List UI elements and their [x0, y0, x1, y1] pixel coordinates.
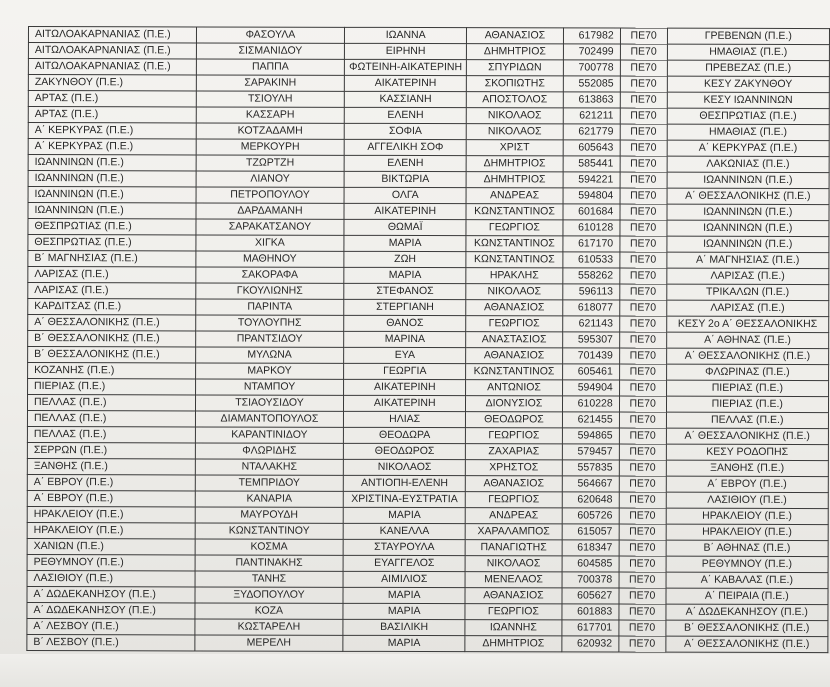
surname-cell: ΜΕΡΕΛΗ — [195, 635, 343, 651]
first-name-cell: ΚΑΝΕΛΛΑ — [343, 523, 465, 539]
surname-cell: ΚΩΝΣΤΑΝΤΙΝΟΥ — [195, 523, 343, 539]
first-name-cell: ΑΙΚΑΤΕΡΙΝΗ — [344, 395, 466, 411]
specialty-cell: ΠΕ70 — [620, 188, 667, 204]
table-row — [27, 602, 828, 620]
registry-number-cell: 700378 — [562, 572, 619, 588]
table-body — [27, 27, 830, 653]
origin-cell: Α΄ ΘΕΣΣΑΛΟΝΙΚΗΣ (Π.Ε.) — [28, 315, 196, 331]
surname-cell: ΧΙΓΚΑ — [196, 235, 344, 251]
specialty-cell: ΠΕ70 — [619, 508, 666, 524]
destination-cell: ΦΛΩΡΙΝΑΣ (Π.Ε.) — [666, 364, 828, 380]
surname-cell: ΜΕΡΚΟΥΡΗ — [196, 139, 344, 155]
father-name-cell: ΝΙΚΟΛΑΟΣ — [467, 124, 563, 140]
specialty-cell: ΠΕ70 — [619, 460, 666, 476]
surname-cell: ΚΟΤΖΑΔΑΜΗ — [196, 123, 344, 139]
registry-number-cell: 605726 — [562, 508, 619, 524]
origin-cell: ΧΑΝΙΩΝ (Π.Ε.) — [27, 538, 195, 554]
surname-cell: ΤΑΝΗΣ — [195, 571, 343, 587]
first-name-cell: ΜΑΡΙΑ — [343, 635, 465, 651]
table-row — [28, 315, 829, 333]
destination-cell: ΘΕΣΠΡΩΤΙΑΣ (Π.Ε.) — [667, 108, 829, 124]
first-name-cell: ΣΤΕΡΓΙΑΝΗ — [344, 299, 466, 315]
father-name-cell: ΘΕΟΔΩΡΟΣ — [466, 412, 562, 428]
specialty-cell: ΠΕ70 — [619, 332, 666, 348]
destination-cell: ΗΜΑΘΙΑΣ (Π.Ε.) — [667, 44, 829, 60]
surname-cell: ΚΑΝΑΡΙΑ — [195, 491, 343, 507]
registry-number-cell: 558262 — [562, 268, 619, 284]
registry-number-cell: 700778 — [563, 60, 620, 76]
surname-cell: ΦΑΣΟΥΛΑ — [196, 27, 344, 43]
registry-number-cell: 604585 — [562, 556, 619, 572]
surname-cell: ΤΣΙΟΥΛΗ — [196, 91, 344, 107]
specialty-cell: ΠΕ70 — [619, 444, 666, 460]
destination-cell: ΞΑΝΘΗΣ (Π.Ε.) — [666, 460, 828, 476]
destination-cell: ΠΕΛΛΑΣ (Π.Ε.) — [666, 412, 828, 428]
origin-cell: ΑΡΤΑΣ (Π.Ε.) — [28, 107, 196, 123]
father-name-cell: ΑΘΑΝΑΣΙΟΣ — [467, 28, 563, 44]
surname-cell: ΚΩΣΤΑΡΕΛΗ — [195, 619, 343, 635]
first-name-cell: ΘΕΟΔΩΡΑ — [343, 427, 465, 443]
destination-cell: ΤΡΙΚΑΛΩΝ (Π.Ε.) — [666, 284, 828, 300]
specialty-cell: ΠΕ70 — [620, 60, 667, 76]
specialty-cell: ΠΕ70 — [620, 172, 667, 188]
origin-cell: ΚΑΡΔΙΤΣΑΣ (Π.Ε.) — [28, 299, 196, 315]
surname-cell: ΚΟΖΑ — [195, 603, 343, 619]
registry-number-cell: 596113 — [562, 284, 619, 300]
father-name-cell: ΑΝΔΡΕΑΣ — [466, 508, 562, 524]
surname-cell: ΤΖΩΡΤΖΗ — [196, 155, 344, 171]
origin-cell: ΗΡΑΚΛΕΙΟΥ (Π.Ε.) — [27, 522, 195, 538]
father-name-cell: ΔΗΜΗΤΡΙΟΣ — [467, 156, 563, 172]
destination-cell: ΛΑΚΩΝΙΑΣ (Π.Ε.) — [667, 156, 829, 172]
specialty-cell: ΠΕ70 — [619, 348, 666, 364]
first-name-cell: ΜΑΡΙΑ — [343, 603, 465, 619]
father-name-cell: ΑΝΔΡΕΑΣ — [466, 188, 562, 204]
first-name-cell: ΕΙΡΗΝΗ — [344, 43, 466, 59]
surname-cell: ΛΙΑΝΟΥ — [196, 171, 344, 187]
registry-number-cell: 564667 — [562, 476, 619, 492]
surname-cell: ΓΚΟΥΛΙΩΝΗΣ — [196, 283, 344, 299]
origin-cell: ΘΕΣΠΡΩΤΙΑΣ (Π.Ε.) — [28, 219, 196, 235]
father-name-cell: ΣΠΥΡΙΔΩΝ — [467, 60, 563, 76]
registry-number-cell: 594221 — [563, 172, 620, 188]
specialty-cell: ΠΕ70 — [620, 204, 667, 220]
origin-cell: Α΄ ΔΩΔΕΚΑΝΗΣΟΥ (Π.Ε.) — [27, 586, 195, 602]
first-name-cell: ΜΑΡΙΑ — [343, 507, 465, 523]
origin-cell: ΑΡΤΑΣ (Π.Ε.) — [28, 91, 196, 107]
surname-cell: ΣΙΣΜΑΝΙΔΟΥ — [196, 43, 344, 59]
first-name-cell: ΑΙΜΙΛΙΟΣ — [343, 571, 465, 587]
specialty-cell: ΠΕ70 — [620, 236, 667, 252]
registry-number-cell: 585441 — [563, 156, 620, 172]
surname-cell: ΤΟΥΛΟΥΠΗΣ — [196, 315, 344, 331]
surname-cell: ΜΑΥΡΟΥΔΗ — [195, 507, 343, 523]
first-name-cell: ΕΛΕΝΗ — [344, 155, 466, 171]
destination-cell: ΗΡΑΚΛΕΙΟΥ (Π.Ε.) — [666, 524, 828, 540]
registry-number-cell: 605627 — [561, 588, 618, 604]
registry-number-cell: 617170 — [562, 236, 619, 252]
father-name-cell: ΧΡΗΣΤΟΣ — [466, 460, 562, 476]
origin-cell: Α΄ ΔΩΔΕΚΑΝΗΣΟΥ (Π.Ε.) — [27, 602, 195, 618]
surname-cell: ΤΕΜΠΡΙΔΟΥ — [195, 475, 343, 491]
specialty-cell: ΠΕ70 — [619, 556, 666, 572]
surname-cell: ΣΑΚΟΡΑΦΑ — [196, 267, 344, 283]
father-name-cell: ΑΘΑΝΑΣΙΟΣ — [466, 476, 562, 492]
destination-cell: ΡΕΘΥΜΝΟΥ (Π.Ε.) — [666, 556, 828, 572]
specialty-cell: ΠΕ70 — [620, 76, 667, 92]
destination-cell: ΚΕΣΥ ΙΩΑΝΝΙΝΩΝ — [667, 92, 829, 108]
father-name-cell: ΗΡΑΚΛΗΣ — [466, 268, 562, 284]
first-name-cell: ΜΑΡΙΑ — [344, 267, 466, 283]
first-name-cell: ΗΛΙΑΣ — [343, 411, 465, 427]
destination-cell: Α΄ ΔΩΔΕΚΑΝΗΣΟΥ (Π.Ε.) — [666, 604, 828, 620]
first-name-cell: ΖΩΗ — [344, 251, 466, 267]
first-name-cell: ΒΙΚΤΩΡΙΑ — [344, 171, 466, 187]
surname-cell: ΝΤΑΜΠΟΥ — [195, 379, 343, 395]
registry-number-cell: 613863 — [563, 92, 620, 108]
specialty-cell: ΠΕ70 — [619, 300, 666, 316]
surname-cell: ΦΛΩΡΙΔΗΣ — [195, 443, 343, 459]
specialty-cell: ΠΕ70 — [620, 28, 667, 44]
father-name-cell: ΚΩΝΣΤΑΝΤΙΝΟΣ — [466, 364, 562, 380]
father-name-cell: ΔΗΜΗΤΡΙΟΣ — [465, 636, 561, 652]
surname-cell: ΜΑΡΚΟΥ — [195, 363, 343, 379]
registry-number-cell: 620932 — [561, 636, 618, 652]
page-bottom-margin — [0, 654, 830, 687]
specialty-cell: ΠΕ70 — [619, 636, 666, 652]
table-row — [28, 59, 829, 77]
specialty-cell: ΠΕ70 — [620, 140, 667, 156]
registry-number-cell: 594804 — [563, 188, 620, 204]
registry-number-cell: 621143 — [562, 316, 619, 332]
destination-cell: Α΄ ΚΕΡΚΥΡΑΣ (Π.Ε.) — [667, 140, 829, 156]
father-name-cell: ΖΑΧΑΡΙΑΣ — [466, 444, 562, 460]
origin-cell: Β΄ ΛΕΣΒΟΥ (Π.Ε.) — [27, 634, 195, 650]
registry-number-cell: 620648 — [562, 492, 619, 508]
specialty-cell: ΠΕ70 — [619, 396, 666, 412]
father-name-cell: ΑΠΟΣΤΟΛΟΣ — [467, 92, 563, 108]
registry-number-cell: 621211 — [563, 108, 620, 124]
surname-cell: ΚΟΣΜΑ — [195, 539, 343, 555]
destination-cell: ΙΩΑΝΝΙΝΩΝ (Π.Ε.) — [667, 172, 829, 188]
table-row — [28, 331, 829, 349]
surname-cell: ΞΥΔΟΠΟΥΛΟΥ — [195, 587, 343, 603]
first-name-cell: ΕΛΕΝΗ — [344, 107, 466, 123]
specialty-cell: ΠΕ70 — [620, 252, 667, 268]
specialty-cell: ΠΕ70 — [620, 156, 667, 172]
origin-cell: ΑΙΤΩΛΟΑΚΑΡΝΑΝΙΑΣ (Π.Ε.) — [28, 43, 196, 59]
origin-cell: Α΄ ΛΕΣΒΟΥ (Π.Ε.) — [27, 618, 195, 634]
father-name-cell: ΚΩΝΣΤΑΝΤΙΝΟΣ — [466, 252, 562, 268]
origin-cell: ΞΑΝΘΗΣ (Π.Ε.) — [27, 458, 195, 474]
origin-cell: ΑΙΤΩΛΟΑΚΑΡΝΑΝΙΑΣ (Π.Ε.) — [28, 59, 196, 75]
destination-cell: Α΄ ΚΑΒΑΛΑΣ (Π.Ε.) — [666, 572, 828, 588]
registry-number-cell: 617982 — [563, 28, 620, 44]
surname-cell: ΠΕΤΡΟΠΟΥΛΟΥ — [196, 187, 344, 203]
registry-number-cell: 605643 — [563, 140, 620, 156]
registry-number-cell: 615057 — [562, 524, 619, 540]
origin-cell: Α΄ ΕΒΡΟΥ (Π.Ε.) — [27, 474, 195, 490]
surname-cell: ΠΑΝΤΙΝΑΚΗΣ — [195, 555, 343, 571]
specialty-cell: ΠΕ70 — [619, 604, 666, 620]
destination-cell: Α΄ ΘΕΣΣΑΛΟΝΙΚΗΣ (Π.Ε.) — [666, 428, 828, 444]
father-name-cell: ΧΑΡΑΛΑΜΠΟΣ — [466, 524, 562, 540]
destination-cell: ΚΕΣΥ ΖΑΚΥΝΘΟΥ — [667, 76, 829, 92]
surname-cell: ΠΑΡΙΝΤΑ — [196, 299, 344, 315]
father-name-cell: ΜΕΝΕΛΑΟΣ — [465, 572, 561, 588]
registry-number-cell: 702499 — [563, 44, 620, 60]
father-name-cell: ΓΕΩΡΓΙΟΣ — [466, 220, 562, 236]
destination-cell: ΚΕΣΥ 2ο Α΄ ΘΕΣΣΑΛΟΝΙΚΗΣ — [666, 316, 828, 332]
father-name-cell: ΚΩΝΣΤΑΝΤΙΝΟΣ — [466, 204, 562, 220]
specialty-cell: ΠΕ70 — [619, 588, 666, 604]
specialty-cell: ΠΕ70 — [620, 220, 667, 236]
table-row — [27, 586, 828, 604]
first-name-cell: ΣΤΕΦΑΝΟΣ — [344, 283, 466, 299]
specialty-cell: ΠΕ70 — [619, 316, 666, 332]
father-name-cell: ΔΗΜΗΤΡΙΟΣ — [467, 172, 563, 188]
table-row — [28, 27, 829, 45]
father-name-cell: ΔΙΟΝΥΣΙΟΣ — [466, 396, 562, 412]
first-name-cell: ΣΤΑΥΡΟΥΛΑ — [343, 539, 465, 555]
father-name-cell: ΑΝΑΣΤΑΣΙΟΣ — [466, 332, 562, 348]
table-row — [28, 347, 829, 365]
specialty-cell: ΠΕ70 — [619, 476, 666, 492]
origin-cell: ΑΙΤΩΛΟΑΚΑΡΝΑΝΙΑΣ (Π.Ε.) — [28, 27, 196, 43]
first-name-cell: ΘΕΟΔΩΡΟΣ — [343, 443, 465, 459]
father-name-cell: ΣΚΟΠΙΩΤΗΣ — [467, 76, 563, 92]
origin-cell: ΗΡΑΚΛΕΙΟΥ (Π.Ε.) — [27, 506, 195, 522]
destination-cell: Α΄ ΠΕΙΡΑΙΑ (Π.Ε.) — [666, 588, 828, 604]
registry-number-cell: 617701 — [561, 620, 618, 636]
father-name-cell: ΓΕΩΡΓΙΟΣ — [465, 604, 561, 620]
father-name-cell: ΑΘΑΝΑΣΙΟΣ — [466, 300, 562, 316]
registry-number-cell: 594904 — [562, 380, 619, 396]
specialty-cell: ΠΕ70 — [619, 524, 666, 540]
registry-number-cell: 618347 — [562, 540, 619, 556]
destination-cell: Β΄ ΘΕΣΣΑΛΟΝΙΚΗΣ (Π.Ε.) — [665, 620, 827, 636]
origin-cell: ΙΩΑΝΝΙΝΩΝ (Π.Ε.) — [28, 203, 196, 219]
origin-cell: ΡΕΘΥΜΝΟΥ (Π.Ε.) — [27, 554, 195, 570]
first-name-cell: ΧΡΙΣΤΙΝΑ-ΕΥΣΤΡΑΤΙΑ — [343, 491, 465, 507]
registry-number-cell: 601883 — [561, 604, 618, 620]
origin-cell: Β΄ ΘΕΣΣΑΛΟΝΙΚΗΣ (Π.Ε.) — [28, 331, 196, 347]
surname-cell: ΣΑΡΑΚΙΝΗ — [196, 75, 344, 91]
origin-cell: ΚΟΖΑΝΗΣ (Π.Ε.) — [28, 363, 196, 379]
surname-cell: ΔΙΑΜΑΝΤΟΠΟΥΛΟΣ — [195, 411, 343, 427]
first-name-cell: ΝΙΚΟΛΑΟΣ — [343, 459, 465, 475]
first-name-cell: ΕΥΑΓΓΕΛΟΣ — [343, 555, 465, 571]
origin-cell: ΛΑΣΙΘΙΟΥ (Π.Ε.) — [27, 570, 195, 586]
origin-cell: ΙΩΑΝΝΙΝΩΝ (Π.Ε.) — [28, 187, 196, 203]
destination-cell: Α΄ ΘΕΣΣΑΛΟΝΙΚΗΣ (Π.Ε.) — [667, 188, 829, 204]
father-name-cell: ΓΕΩΡΓΙΟΣ — [466, 492, 562, 508]
first-name-cell: ΘΑΝΟΣ — [344, 315, 466, 331]
first-name-cell: ΑΙΚΑΤΕΡΙΝΗ — [344, 203, 466, 219]
first-name-cell: ΓΕΩΡΓΙΑ — [344, 363, 466, 379]
registry-number-cell: 605461 — [562, 364, 619, 380]
destination-cell: Α΄ ΑΘΗΝΑΣ (Π.Ε.) — [666, 332, 828, 348]
first-name-cell: ΦΩΤΕΙΝΗ-ΑΙΚΑΤΕΡΙΝΗ — [344, 59, 466, 75]
registry-number-cell: 701439 — [562, 348, 619, 364]
father-name-cell: ΝΙΚΟΛΑΟΣ — [466, 284, 562, 300]
origin-cell: ΛΑΡΙΣΑΣ (Π.Ε.) — [28, 283, 196, 299]
surname-cell: ΜΑΘΗΝΟΥ — [196, 251, 344, 267]
registry-number-cell: 595307 — [562, 332, 619, 348]
origin-cell: ΠΕΛΛΑΣ (Π.Ε.) — [27, 411, 195, 427]
destination-cell: ΛΑΡΙΣΑΣ (Π.Ε.) — [666, 300, 828, 316]
specialty-cell: ΠΕ70 — [620, 284, 667, 300]
registry-number-cell: 610228 — [562, 396, 619, 412]
specialty-cell: ΠΕ70 — [619, 540, 666, 556]
destination-cell: ΠΡΕΒΕΖΑΣ (Π.Ε.) — [667, 60, 829, 76]
father-name-cell: ΓΕΩΡΓΙΟΣ — [466, 428, 562, 444]
father-name-cell: ΑΝΤΩΝΙΟΣ — [466, 380, 562, 396]
destination-cell: ΠΙΕΡΙΑΣ (Π.Ε.) — [666, 380, 828, 396]
father-name-cell: ΙΩΑΝΝΗΣ — [465, 620, 561, 636]
specialty-cell: ΠΕ70 — [619, 620, 666, 636]
registry-number-cell: 594865 — [562, 428, 619, 444]
first-name-cell: ΜΑΡΙΑ — [343, 587, 465, 603]
father-name-cell: ΝΙΚΟΛΑΟΣ — [465, 556, 561, 572]
surname-cell: ΣΑΡΑΚΑΤΣΑΝΟΥ — [196, 219, 344, 235]
destination-cell: ΛΑΡΙΣΑΣ (Π.Ε.) — [666, 268, 828, 284]
surname-cell: ΔΑΡΔΑΜΑΝΗ — [196, 203, 344, 219]
registry-number-cell: 621779 — [563, 124, 620, 140]
origin-cell: ΠΙΕΡΙΑΣ (Π.Ε.) — [28, 379, 196, 395]
surname-cell: ΝΤΑΛΑΚΗΣ — [195, 459, 343, 475]
destination-cell: Α΄ ΜΑΓΝΗΣΙΑΣ (Π.Ε.) — [666, 252, 828, 268]
surname-cell: ΚΑΡΑΝΤΙΝΙΔΟΥ — [195, 427, 343, 443]
specialty-cell: ΠΕ70 — [619, 412, 666, 428]
first-name-cell: ΜΑΡΙΝΑ — [344, 331, 466, 347]
registry-number-cell: 557835 — [562, 460, 619, 476]
origin-cell: ΠΕΛΛΑΣ (Π.Ε.) — [27, 426, 195, 442]
destination-cell: ΙΩΑΝΝΙΝΩΝ (Π.Ε.) — [667, 204, 829, 220]
surname-cell: ΜΥΛΩΝΑ — [196, 347, 344, 363]
table-row — [28, 43, 829, 61]
origin-cell: Α΄ ΕΒΡΟΥ (Π.Ε.) — [27, 490, 195, 506]
specialty-cell: ΠΕ70 — [620, 108, 667, 124]
father-name-cell: ΧΡΙΣΤ — [467, 140, 563, 156]
first-name-cell: ΘΩΜΑΪ — [344, 219, 466, 235]
father-name-cell: ΚΩΝΣΤΑΝΤΙΝΟΣ — [466, 236, 562, 252]
registry-number-cell: 621455 — [562, 412, 619, 428]
origin-cell: Α΄ ΚΕΡΚΥΡΑΣ (Π.Ε.) — [28, 139, 196, 155]
origin-cell: Β΄ ΜΑΓΝΗΣΙΑΣ (Π.Ε.) — [28, 251, 196, 267]
origin-cell: ΙΩΑΝΝΙΝΩΝ (Π.Ε.) — [28, 155, 196, 171]
destination-cell: ΓΡΕΒΕΝΩΝ (Π.Ε.) — [667, 28, 829, 44]
origin-cell: Β΄ ΘΕΣΣΑΛΟΝΙΚΗΣ (Π.Ε.) — [28, 347, 196, 363]
father-name-cell: ΔΗΜΗΤΡΙΟΣ — [467, 44, 563, 60]
destination-cell: ΙΩΑΝΝΙΝΩΝ (Π.Ε.) — [667, 236, 829, 252]
destination-cell: ΗΡΑΚΛΕΙΟΥ (Π.Ε.) — [666, 508, 828, 524]
specialty-cell: ΠΕ70 — [620, 92, 667, 108]
origin-cell: ΠΕΛΛΑΣ (Π.Ε.) — [27, 395, 195, 411]
origin-cell: ΙΩΑΝΝΙΝΩΝ (Π.Ε.) — [28, 171, 196, 187]
registry-number-cell: 601684 — [562, 204, 619, 220]
registry-number-cell: 552085 — [563, 76, 620, 92]
father-name-cell: ΑΘΑΝΑΣΙΟΣ — [465, 588, 561, 604]
first-name-cell: ΚΑΣΣΙΑΝΗ — [344, 91, 466, 107]
surname-cell: ΚΑΣΣΑΡΗ — [196, 107, 344, 123]
origin-cell: ΘΕΣΠΡΩΤΙΑΣ (Π.Ε.) — [28, 235, 196, 251]
destination-cell: ΛΑΣΙΘΙΟΥ (Π.Ε.) — [666, 492, 828, 508]
destination-cell: Β΄ ΑΘΗΝΑΣ (Π.Ε.) — [666, 540, 828, 556]
surname-cell: ΠΑΠΠΑ — [196, 59, 344, 75]
origin-cell: Α΄ ΚΕΡΚΥΡΑΣ (Π.Ε.) — [28, 123, 196, 139]
father-name-cell: ΓΕΩΡΓΙΟΣ — [466, 316, 562, 332]
table-row — [27, 634, 828, 652]
first-name-cell: ΑΓΓΕΛΙΚΗ ΣΟΦ — [344, 139, 466, 155]
specialty-cell: ΠΕ70 — [619, 380, 666, 396]
origin-cell: ΛΑΡΙΣΑΣ (Π.Ε.) — [28, 267, 196, 283]
destination-cell: ΗΜΑΘΙΑΣ (Π.Ε.) — [667, 124, 829, 140]
first-name-cell: ΒΑΣΙΛΙΚΗ — [343, 619, 465, 635]
surname-cell: ΠΡΑΝΤΣΙΔΟΥ — [196, 331, 344, 347]
specialty-cell: ΠΕ70 — [620, 44, 667, 60]
first-name-cell: ΜΑΡΙΑ — [344, 235, 466, 251]
first-name-cell: ΑΙΚΑΤΕΡΙΝΗ — [344, 379, 466, 395]
destination-cell: ΠΙΕΡΙΑΣ (Π.Ε.) — [666, 396, 828, 412]
destination-cell: Α΄ ΘΕΣΣΑΛΟΝΙΚΗΣ (Π.Ε.) — [665, 636, 827, 652]
specialty-cell: ΠΕ70 — [619, 572, 666, 588]
father-name-cell: ΑΘΑΝΑΣΙΟΣ — [466, 348, 562, 364]
specialty-cell: ΠΕ70 — [620, 268, 667, 284]
first-name-cell: ΟΛΓΑ — [344, 187, 466, 203]
surname-cell: ΤΣΙΑΟΥΣΙΔΟΥ — [195, 395, 343, 411]
father-name-cell: ΠΑΝΑΓΙΩΤΗΣ — [466, 540, 562, 556]
destination-cell: ΚΕΣΥ ΡΟΔΟΠΗΣ — [666, 444, 828, 460]
registry-number-cell: 579457 — [562, 444, 619, 460]
registry-number-cell: 618077 — [562, 300, 619, 316]
specialty-cell: ΠΕ70 — [619, 364, 666, 380]
father-name-cell: ΝΙΚΟΛΑΟΣ — [467, 108, 563, 124]
first-name-cell: ΑΝΤΙΟΠΗ-ΕΛΕΝΗ — [343, 475, 465, 491]
specialty-cell: ΠΕ70 — [620, 124, 667, 140]
first-name-cell: ΣΟΦΙΑ — [344, 123, 466, 139]
first-name-cell: ΑΙΚΑΤΕΡΙΝΗ — [344, 75, 466, 91]
destination-cell: Α΄ ΘΕΣΣΑΛΟΝΙΚΗΣ (Π.Ε.) — [666, 348, 828, 364]
destination-cell: Α΄ ΕΒΡΟΥ (Π.Ε.) — [666, 476, 828, 492]
destination-cell: ΙΩΑΝΝΙΝΩΝ (Π.Ε.) — [667, 220, 829, 236]
specialty-cell: ΠΕ70 — [619, 492, 666, 508]
specialty-cell: ΠΕ70 — [619, 428, 666, 444]
first-name-cell: ΙΩΑΝΝΑ — [344, 27, 466, 43]
registry-number-cell: 610533 — [562, 252, 619, 268]
registry-number-cell: 610128 — [562, 220, 619, 236]
placement-table — [26, 26, 830, 653]
origin-cell: ΣΕΡΡΩΝ (Π.Ε.) — [27, 442, 195, 458]
origin-cell: ΖΑΚΥΝΘΟΥ (Π.Ε.) — [28, 75, 196, 91]
first-name-cell: ΕΥΑ — [344, 347, 466, 363]
